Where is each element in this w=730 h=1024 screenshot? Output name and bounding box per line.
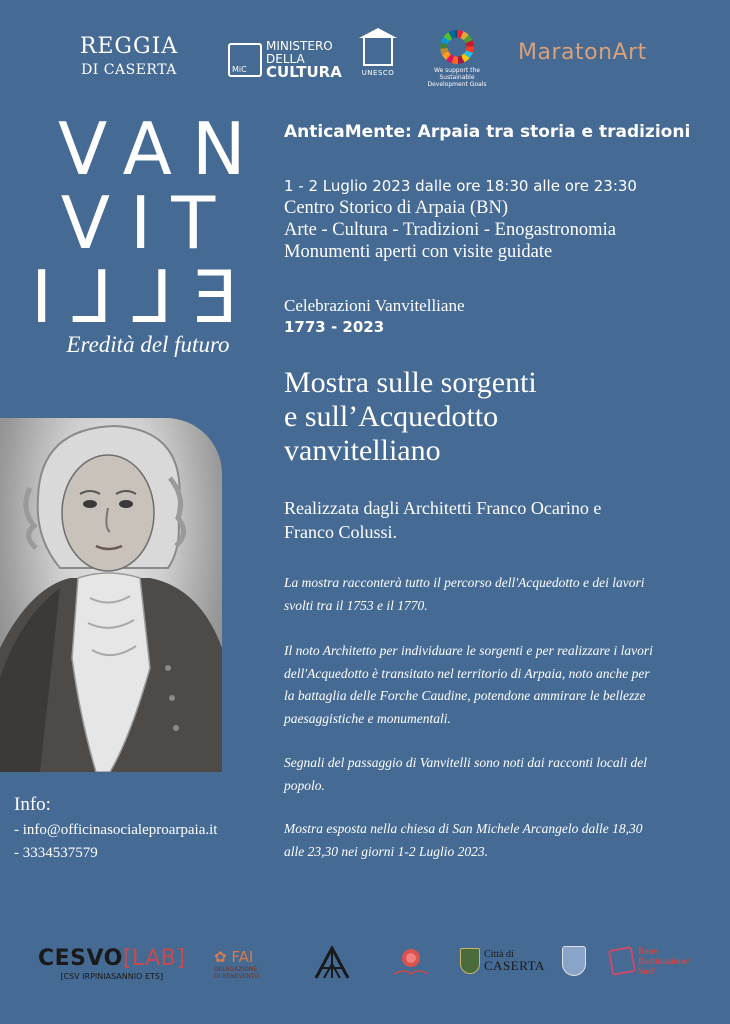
event-themes: Arte - Cultura - Tradizioni - Enogastronomia: [284, 220, 616, 240]
mic-line2: DELLA: [266, 52, 305, 66]
reggia-di-caserta-logo: [74, 36, 184, 78]
paragraph-line: La mostra racconterà tutto il percorso dell'Acquedotto e dei lavori: [284, 575, 645, 590]
mic-line3: CULTURA: [266, 63, 342, 81]
municipal-crest-icon: [562, 946, 586, 976]
paragraph-venue: [284, 818, 684, 863]
info-phone[interactable]: - 3334537579: [14, 845, 98, 861]
paragraph-line: la battaglia delle Forche Caudine, potendone ammirare le bellezze: [284, 688, 646, 703]
cesvo-lab-logo: [38, 946, 185, 981]
vanvitelli-title: [11, 107, 266, 339]
fai-text: FAI: [231, 948, 254, 966]
fai-sub2: DI BENEVENTO: [214, 973, 260, 980]
caserta-big-text: CASERTA: [484, 958, 545, 973]
cesvo-lab-text: [LAB]: [122, 946, 186, 971]
cesvo-text: CESVO: [38, 946, 123, 971]
paragraph-line: Mostra esposta nella chiesa di San Michele Arcangelo dalle 18,30: [284, 821, 643, 836]
rete-square-icon: [608, 946, 636, 976]
fai-logo: [214, 948, 259, 980]
paragraph-line: Il noto Architetto per individuare le sorgenti e per realizzare i lavori: [284, 643, 653, 658]
paragraph-signals: [284, 752, 684, 797]
sdg-wheel-icon: [440, 30, 474, 64]
unesco-logo: [358, 38, 398, 77]
sdg-logo: [420, 30, 494, 88]
event-dates: 1 - 2 Luglio 2023 dalle ore 18:30 alle ore 23:30: [284, 177, 637, 195]
paragraph-route: [284, 572, 684, 617]
paragraph-line: popolo.: [284, 777, 325, 793]
rete-line1: Rete/: [638, 946, 658, 956]
fai-sub1: DELEGAZIONE: [214, 966, 258, 973]
exhibition-title-line: Mostra sulle sorgenti: [284, 366, 537, 399]
architects-line: Realizzata dagli Architetti Franco Ocarino e: [284, 498, 602, 518]
rose-logo-icon: [388, 944, 434, 980]
exhibition-title: [284, 366, 704, 468]
event-monuments: Monumenti aperti con visite guidate: [284, 242, 553, 262]
fai-flower-icon: ✿: [214, 948, 227, 966]
celebration-years: 1773 - 2023: [284, 318, 385, 336]
vanvitelli-portrait: [0, 418, 222, 772]
info-email[interactable]: - info@officinasocialeproarpaia.it: [14, 822, 218, 838]
paragraph-line: Segnali del passaggio di Vanvitelli sono noti dai racconti locali del: [284, 755, 647, 770]
citta-di-caserta-logo: [460, 948, 545, 974]
exhibition-title-line: e sull’Acquedotto: [284, 400, 499, 433]
paragraph-line: alle 23,30 nei giorni 1-2 Luglio 2023.: [284, 843, 488, 859]
title-subtitle: Eredità del futuro: [66, 332, 230, 357]
event-title: AnticaMente: Arpaia tra storia e tradizioni: [284, 122, 691, 142]
rete-line2: Destinazione/: [638, 956, 690, 966]
ministero-cultura-logo: [228, 40, 342, 79]
paragraph-line: dell'Acquedotto è transitato nel territorio di Arpaia, noto anche per: [284, 665, 650, 681]
paragraph-line: paesaggistiche e monumentali.: [284, 710, 451, 726]
title-line-vit: VIT: [60, 181, 236, 265]
rete-line3: Sud/: [638, 966, 656, 976]
architects-line: Franco Colussi.: [284, 522, 398, 542]
unesco-temple-icon: [363, 38, 393, 66]
reggia-logo-line2: DI CASERTA: [81, 62, 177, 78]
title-line-van: VAN: [58, 107, 266, 191]
mic-line1: MINISTERO: [266, 39, 333, 53]
maratonart-logo: MaratonArt: [518, 40, 647, 65]
sdg-caption: We support the Sustainable Development Goals: [427, 67, 487, 88]
celebration-label: Celebrazioni Vanvitelliane: [284, 296, 465, 315]
architecture-logo-icon: [314, 946, 350, 980]
cesvo-subtitle: [CSV IRPINIASANNIO ETS]: [60, 972, 164, 981]
rete-destinazione-sud-logo: [610, 946, 690, 976]
paragraph-line: svolti tra il 1753 e il 1770.: [284, 597, 428, 613]
caserta-small-text: Città di: [484, 949, 514, 960]
mic-icon: [228, 43, 262, 77]
paragraph-architect: [284, 640, 684, 730]
caserta-shield-icon: [460, 948, 480, 974]
unesco-label: UNESCO: [361, 69, 395, 77]
reggia-logo-line1: REGGIA: [79, 34, 179, 59]
info-title: Info:: [14, 794, 51, 815]
title-line-elli: ELLI: [11, 255, 238, 339]
event-location: Centro Storico di Arpaia (BN): [284, 198, 509, 218]
exhibition-title-line: vanvitelliano: [284, 434, 441, 467]
architects-credit: [284, 496, 704, 544]
